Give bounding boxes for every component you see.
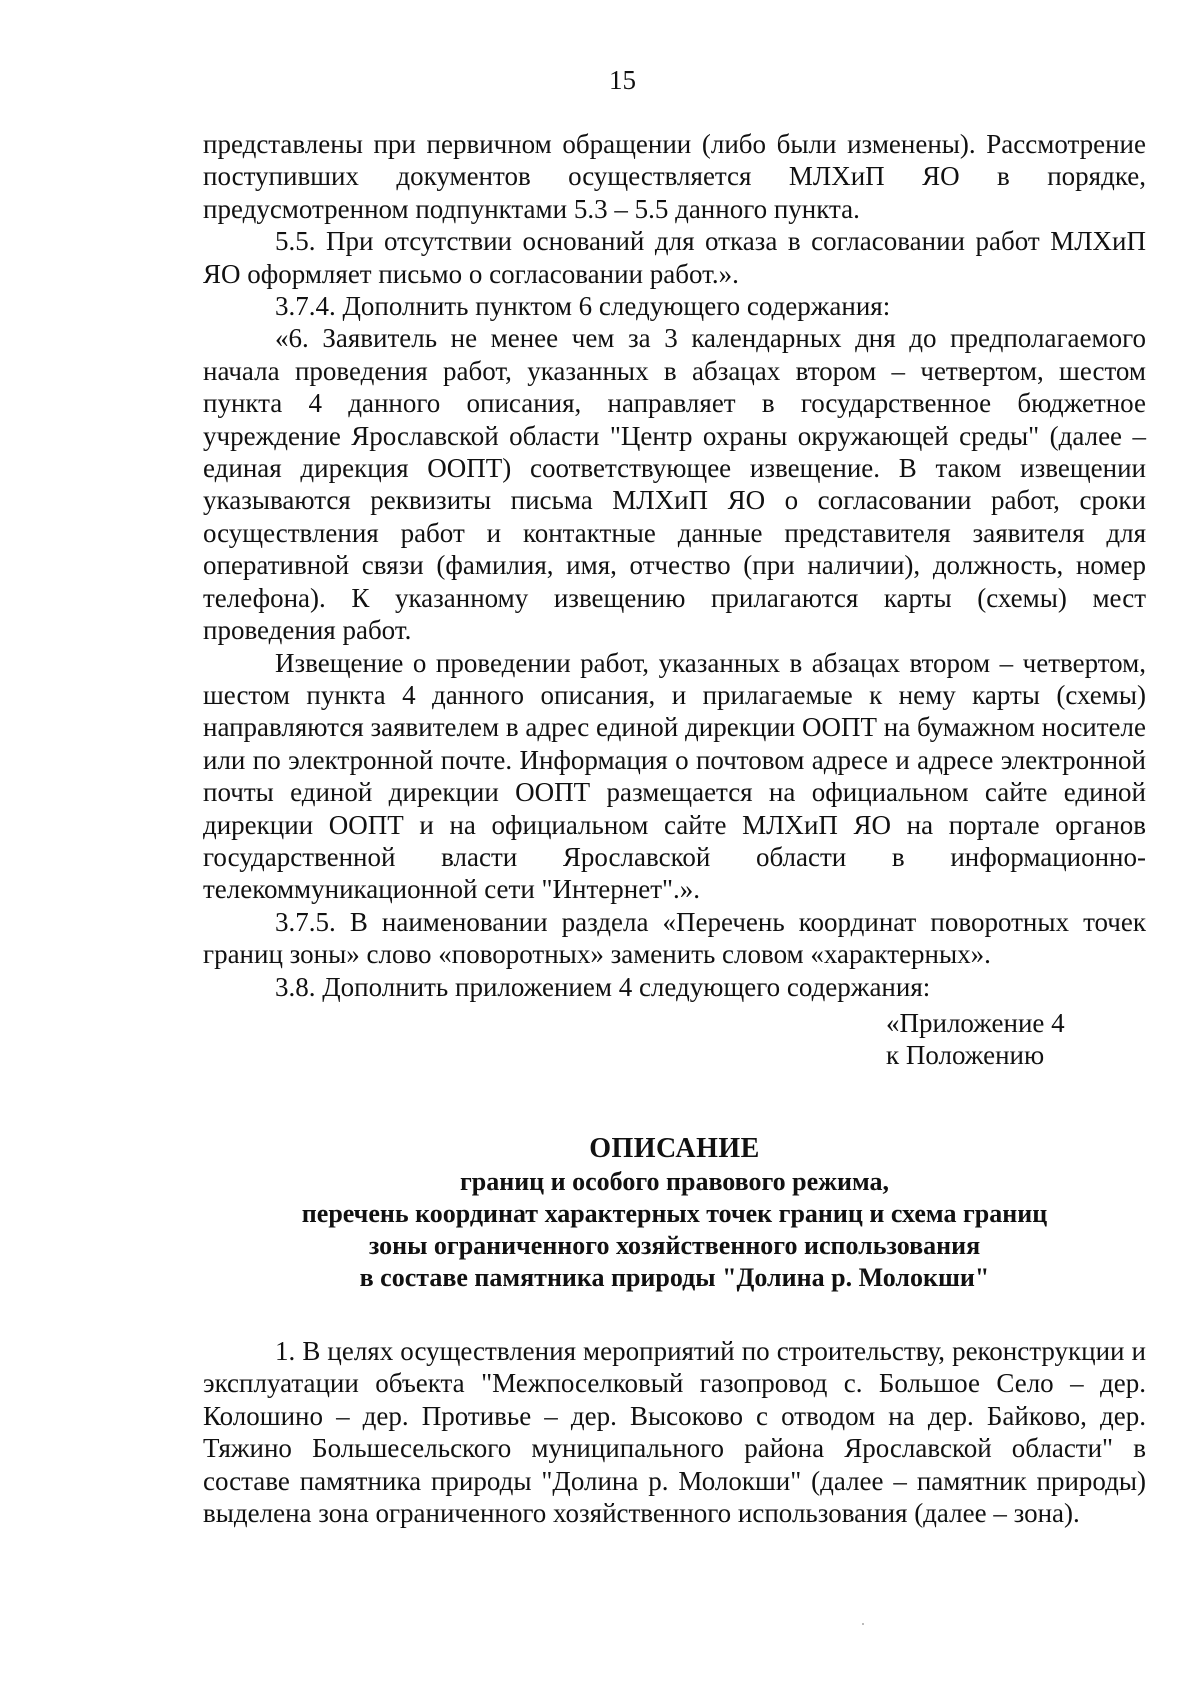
paragraph-continuation: представлены при первичном обращении (либо были изменены). Рассмотрение поступивших документов осуществляется МЛХиП ЯО в порядке, предусмотренном подпунктами 5.3 – 5.5 данного пункта. xyxy=(203,129,1146,224)
paragraph-5-5: 5.5. При отсутствии оснований для отказа в согласовании работ МЛХиП ЯО оформляет письмо о согласовании работ.». xyxy=(203,226,1146,289)
paragraph-item-6: «6. Заявитель не менее чем за 3 календарных дня до предполагаемого начала проведения работ, указанных в абзацах втором – четвертом, шестом пункта 4 данного описания, направляет в государственное бюджетное учреждение Ярославской области "Центр охраны окружающей среды" (далее – единая дирекция ООПТ) соответствующее извещение. В таком извещении указываются реквизиты письма МЛХиП ЯО о согласовании работ, сроки осуществления работ и контактные данные представителя заявителя для оперативной связи (фамилия, имя, отчество (при наличии), должность, номер телефона). К указанному извещению прилагаются карты (схемы) мест проведения работ. xyxy=(203,323,1146,646)
scan-speck xyxy=(862,1623,864,1625)
section-heading xyxy=(203,1132,1146,1294)
heading-line-3: зоны ограниченного хозяйственного использования xyxy=(368,1231,981,1260)
heading-line-1: границ и особого правового режима, xyxy=(459,1167,890,1196)
paragraph-3-7-5: 3.7.5. В наименовании раздела «Перечень координат поворотных точек границ зоны» слово «поворотных» заменить словом «характерных». xyxy=(203,906,1146,970)
annex-line-2: к Положению xyxy=(886,1040,1045,1070)
heading-line-4: в составе памятника природы "Долина р. Молокши" xyxy=(359,1263,990,1292)
annex-label xyxy=(886,1007,1065,1071)
heading-title: ОПИСАНИЕ xyxy=(589,1133,760,1164)
paragraph-3-8: 3.8. Дополнить приложением 4 следующего содержания: xyxy=(275,971,931,1002)
text-block-bottom xyxy=(203,1335,1146,1529)
text-block-top xyxy=(203,128,1146,1003)
annex-line-1: «Приложение 4 xyxy=(886,1008,1065,1038)
paragraph-3-7-4: 3.7.4. Дополнить пунктом 6 следующего содержания: xyxy=(275,291,891,322)
paragraph-notice: Извещение о проведении работ, указанных в абзацах втором – четвертом, шестом пункта 4 данного описания, и прилагаемые к нему карты (схемы) направляются заявителем в адрес единой дирекции ООПТ на бумажном носителе или по электронной почте. Информация о почтовом адресе и адресе электронной почты единой дирекции ООПТ размещается на официальном сайте единой дирекции ООПТ и на официальном сайте МЛХиП ЯО на портале органов государственной власти Ярославской области в информационно-телекоммуникационной сети "Интернет".». xyxy=(203,647,1146,905)
heading-line-2: перечень координат характерных точек границ и схема границ xyxy=(301,1199,1048,1228)
paragraph-1: 1. В целях осуществления мероприятий по строительству, реконструкции и эксплуатации объекта "Межпоселковый газопровод с. Большое Село – дер. Колошино – дер. Противье – дер. Высоково с отводом на дер. Байково, дер. Тяжино Большесельского муниципального района Ярославской области" в составе памятника природы "Долина р. Молокши" (далее – памятник природы) выделена зона ограниченного хозяйственного использования (далее – зона). xyxy=(203,1336,1146,1529)
page-number: 15 xyxy=(609,65,636,95)
